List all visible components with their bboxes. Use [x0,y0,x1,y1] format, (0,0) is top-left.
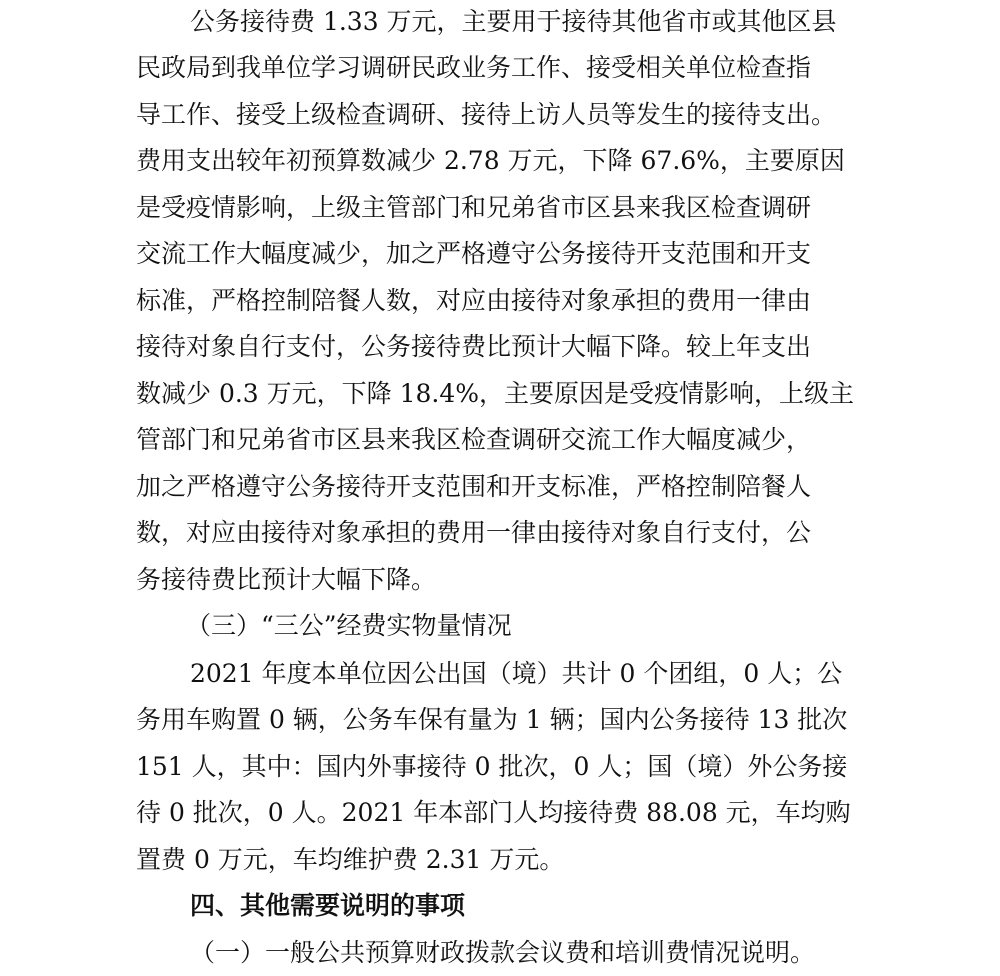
paragraph-line: 接待对象自行支付，公务接待费比预计大幅下降。较上年支出 [136,332,812,361]
paragraph-line: 费用支出较年初预算数减少 2.78 万元，下降 67.6%，主要原因 [136,146,845,175]
paragraph-line: 2021 年度本单位因公出国（境）共计 0 个团组，0 人；公 [190,659,843,688]
paragraph-line: 交流工作大幅度减少，加之严格遵守公务接待开支范围和开支 [136,239,812,268]
paragraph-line: 加之严格遵守公务接待开支范围和开支标准，严格控制陪餐人 [136,472,812,501]
paragraph-line: 导工作、接受上级检查调研、接待上访人员等发生的接待支出。 [136,100,837,129]
paragraph-line: 数，对应由接待对象承担的费用一律由接待对象自行支付，公 [136,518,812,547]
paragraph-line: 公务接待费 1.33 万元，主要用于接待其他省市或其他区县 [190,7,837,36]
subsection-heading: （三）“三公”经费实物量情况 [186,611,512,640]
paragraph-line: 管部门和兄弟省市区县来我区检查调研交流工作大幅度减少， [136,425,812,454]
paragraph-line: 标准，严格控制陪餐人数，对应由接待对象承担的费用一律由 [136,286,812,315]
section-heading: 四、其他需要说明的事项 [190,891,466,920]
paragraph-line: 民政局到我单位学习调研民政业务工作、接受相关单位检查指 [136,53,812,82]
paragraph-line: 务用车购置 0 辆，公务车保有量为 1 辆；国内公务接待 13 批次 [136,705,848,734]
paragraph-line: 数减少 0.3 万元，下降 18.4%，主要原因是受疫情影响，上级主 [136,379,855,408]
paragraph-line: 务接待费比预计大幅下降。 [136,565,437,594]
paragraph-line: 置费 0 万元，车均维护费 2.31 万元。 [136,845,565,874]
paragraph-line: 待 0 批次，0 人。2021 年本部门人均接待费 88.08 元，车均购 [136,798,851,827]
paragraph-line: 151 人，其中：国内外事接待 0 批次，0 人；国（境）外公务接 [136,752,848,781]
paragraph-line: 是受疫情影响，上级主管部门和兄弟省市区县来我区检查调研 [136,193,812,222]
subsection-heading: （一）一般公共预算财政拨款会议费和培训费情况说明。 [190,938,816,967]
